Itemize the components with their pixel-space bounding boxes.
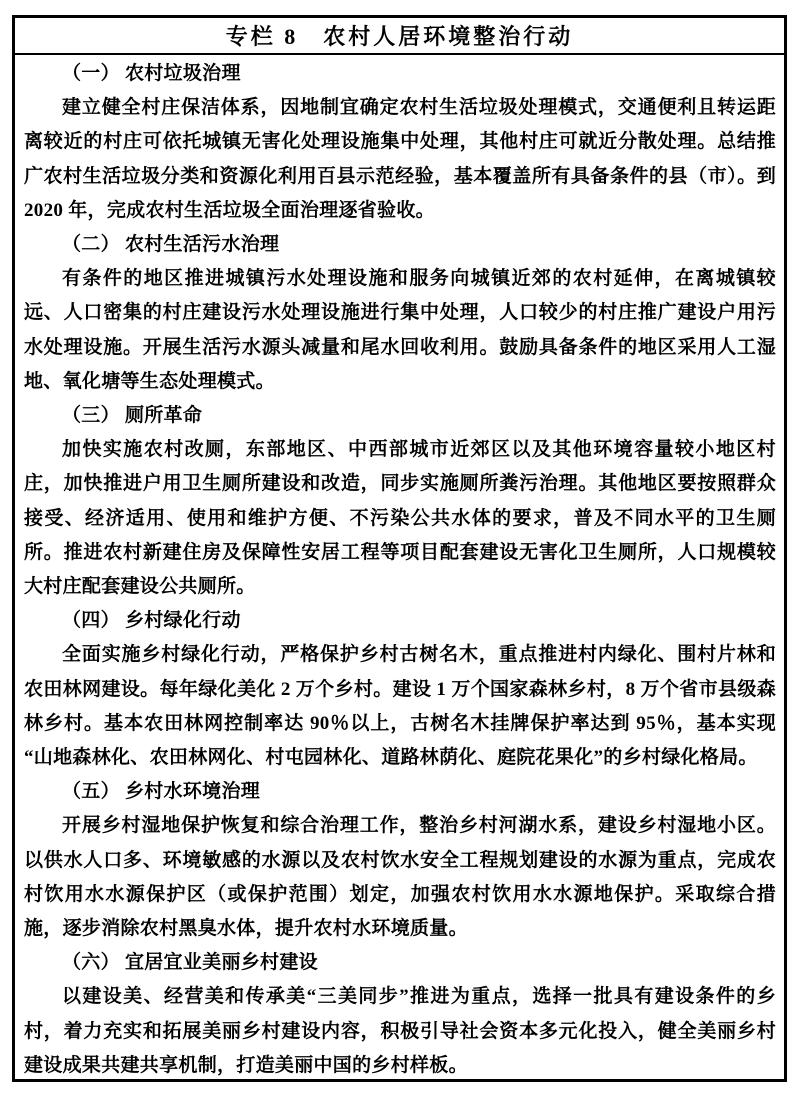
section-sewage-treatment — [24, 228, 776, 399]
section-toilet-revolution — [24, 399, 776, 604]
section-paragraph: 以建设美、经营美和传承美“三美同步”推进为重点，选择一批具有建设条件的乡村，着力充实和拓展美丽乡村建设内容，积极引导社会资本多元化投入，健全美丽乡村建设成果共建共享机制，打造美丽中国的乡村样板。 — [24, 986, 776, 1076]
section-rural-garbage — [24, 57, 776, 228]
box-content — [15, 55, 784, 1083]
section-heading: （六） 宜居宜业美丽乡村建设 — [62, 952, 318, 974]
box-title: 专栏 8 农村人居环境整治行动 — [15, 18, 784, 55]
section-heading: （一） 农村垃圾治理 — [62, 63, 241, 84]
section-heading: （五） 乡村水环境治理 — [62, 781, 261, 803]
section-water-environment — [24, 775, 776, 946]
section-paragraph: 有条件的地区推进城镇污水处理设施和服务向城镇近郊的农村延伸，在离城镇较远、人口密集的村庄建设污水处理设施进行集中处理，人口较少的村庄推广建设户用污水处理设施。开展生活污水源头减量和尾水回收利用。鼓励具备条件的地区采用人工湿地、氧化塘等生态处理模式。 — [24, 268, 776, 392]
column-box — [12, 15, 787, 1082]
section-paragraph: 加快实施农村改厕，东部地区、中西部城市近郊区以及其他环境容量较小地区村庄，加快推进户用卫生厕所建设和改造，同步实施厕所粪污治理。其他地区要按照群众接受、经济适用、使用和维护方便、不污染公共水体的要求，普及不同水平的卫生厕所。推进农村新建住房及保障性安居工程等项目配套建设无害化卫生厕所，人口规模较大村庄配套建设公共厕所。 — [24, 439, 776, 598]
section-paragraph: 开展乡村湿地保护恢复和综合治理工作，整治乡村河湖水系，建设乡村湿地小区。以供水人口多、环境敏感的水源以及农村饮水安全工程规划建设的水源为重点，完成农村饮用水水源保护区（或保护范围）划定，加强农村饮用水水源地保护。采取综合措施，逐步消除农村黑臭水体，提升农村水环境质量。 — [24, 815, 776, 940]
section-heading: （二） 农村生活污水治理 — [62, 234, 280, 256]
section-beautiful-village — [24, 946, 776, 1083]
section-paragraph: 全面实施乡村绿化行动，严格保护乡村古树名木，重点推进村内绿化、围村片林和农田林网建设。每年绿化美化 2 万个乡村。建设 1 万个国家森林乡村，8 万个省市县级森林乡村。基本农田林网控制率达 90％以上，古树名木挂牌保护率达到 95％，基本实现“山地森林化、农田林网化、村屯园林化、道路林荫化、庭院花果化”的乡村绿化格局。 — [24, 644, 776, 769]
section-heading: （三） 厕所革命 — [62, 405, 203, 427]
section-paragraph: 建立健全村庄保洁体系，因地制宜确定农村生活垃圾处理模式，交通便利且转运距离较近的村庄可依托城镇无害化处理设施集中处理，其他村庄可就近分散处理。总结推广农村生活垃圾分类和资源化利用百县示范经验，基本覆盖所有具备条件的县（市）。到 2020 年，完成农村生活垃圾全面治理逐省验收。 — [24, 97, 776, 221]
section-village-greening — [24, 604, 776, 775]
section-heading: （四） 乡村绿化行动 — [62, 610, 241, 632]
